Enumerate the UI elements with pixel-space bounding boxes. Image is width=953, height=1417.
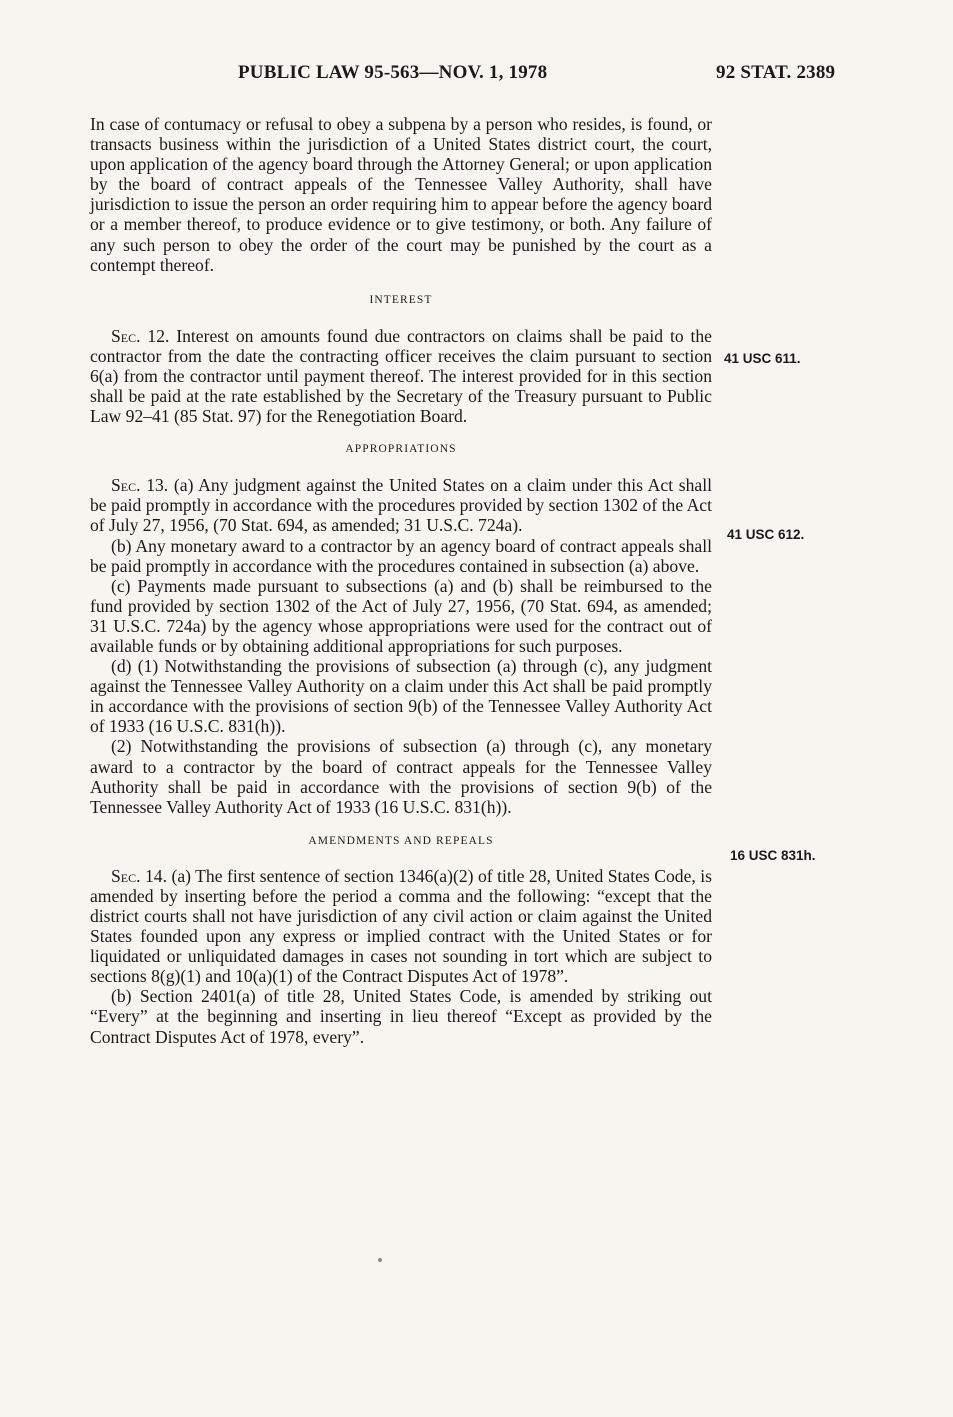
section-13-label: Sec.: [111, 475, 141, 496]
heading-interest: INTEREST: [369, 293, 433, 306]
paragraph-contumacy: In case of contumacy or refusal to obey a subpena by a person who resides, is found, or transacts business within the jurisdiction of a United States district court, the court, upon application of the agency board through the Attorney General; or upon application by the board of contract appeals of the Tennessee Valley Authority, shall have jurisdiction to issue the person an order requiring him to appear before the agency board or a member thereof, to produce evidence or to give testimony, or both. Any failure of any such person to obey the order of the court may be punished by the court as a contempt thereof.: [90, 114, 712, 275]
running-head: [0, 62, 953, 86]
section-14-label: Sec.: [111, 865, 141, 886]
section-13-d1: (d) (1) Notwithstanding the provisions of subsection (a) through (c), any judgment against the Tennessee Valley Authority on a claim under this Act shall be paid promptly in accordance with the provisions of section 9(b) of the Tennessee Valley Authority Act of 1933 (16 U.S.C. 831(h)).: [90, 656, 712, 737]
section-12: [90, 326, 712, 426]
page-mark-dot: [378, 1258, 382, 1262]
margin-note-41-usc-611: 41 USC 611.: [724, 351, 801, 366]
section-12-label: Sec.: [111, 325, 141, 346]
margin-note-16-usc-831h: 16 USC 831h.: [730, 848, 816, 863]
running-head-title: PUBLIC LAW 95-563—NOV. 1, 1978: [238, 62, 548, 83]
section-14-text: 14. (a) The first sentence of section 1346(a)(2) of title 28, United States Code, is amended by inserting before the period a comma and the following: “except that the district courts shall not have jurisdiction of any civil action or claim against the United States founded upon any express or implied contract with the United States or for liquidated or unliquidated damages in cases not sounding in tort which are subject to sections 8(g)(1) and 10(a)(1) of the Contract Disputes Act of 1978”.: [90, 865, 712, 987]
heading-amendments-and-repeals: AMENDMENTS AND REPEALS: [308, 834, 494, 847]
margin-note-41-usc-612: 41 USC 612.: [727, 527, 805, 542]
section-14-b: (b) Section 2401(a) of title 28, United States Code, is amended by striking out “Every” at the beginning and inserting in lieu thereof “Except as provided by the Contract Disputes Act of 1978, every”.: [90, 986, 712, 1047]
section-13-d2: (2) Notwithstanding the provisions of subsection (a) through (c), any monetary award to a contractor by the board of contract appeals for the Tennessee Valley Authority shall be paid in accordance with the provisions of section 9(b) of the Tennessee Valley Authority Act of 1933 (16 U.S.C. 831(h)).: [90, 736, 712, 817]
section-14-a: [90, 866, 712, 987]
running-head-stat-page: 92 STAT. 2389: [716, 62, 836, 83]
section-12-text: 12. Interest on amounts found due contractors on claims shall be paid to the contractor from the date the contracting officer receives the claim pursuant to section 6(a) from the contractor until payment thereof. The interest provided for in this section shall be paid at the rate established by the Secretary of the Treasury pursuant to Public Law 92–41 (85 Stat. 97) for the Renegotiation Board.: [90, 325, 712, 427]
section-13-c: (c) Payments made pursuant to subsections (a) and (b) shall be reimbursed to the fund provided by section 1302 of the Act of July 27, 1956, (70 Stat. 694, as amended; 31 U.S.C. 724a) by the agency whose appropriations were used for the contract out of available funds or by obtaining additional appropriations for such purposes.: [90, 575, 712, 656]
section-13-text: 13. (a) Any judgment against the United States on a claim under this Act shall be paid promptly in accordance with the procedures provided by section 1302 of the Act of July 27, 1956, (70 Stat. 694, as amended; 31 U.S.C. 724a).: [90, 475, 712, 536]
section-13-a: [90, 475, 712, 535]
section-13-b: (b) Any monetary award to a contractor by an agency board of contract appeals shall be paid promptly in accordance with the procedures contained in subsection (a) above.: [90, 535, 712, 576]
body-text: [90, 114, 712, 1047]
heading-appropriations: APPROPRIATIONS: [345, 443, 457, 456]
